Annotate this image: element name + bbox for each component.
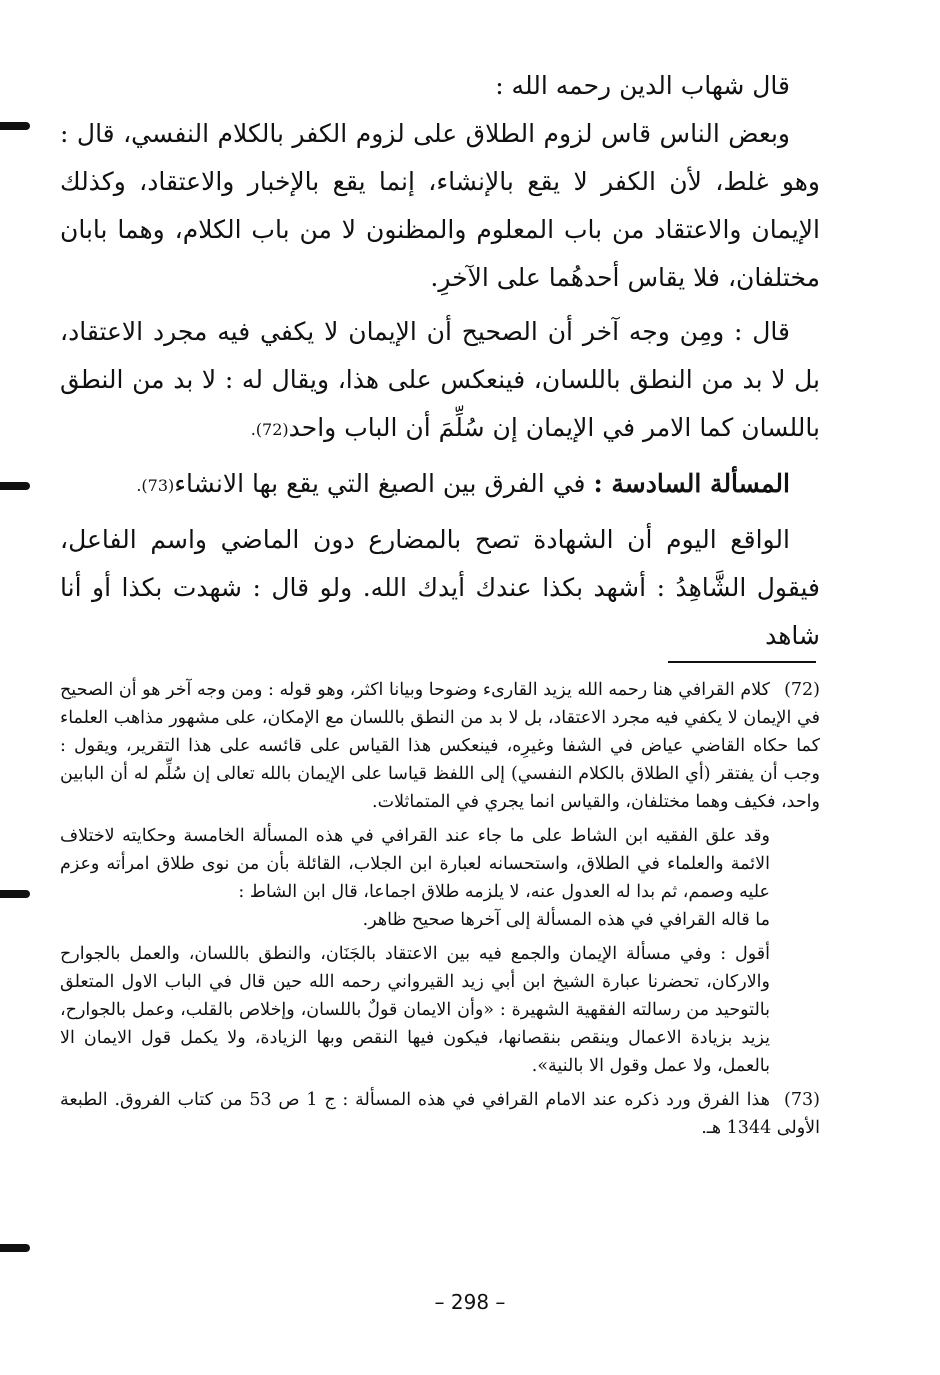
- paragraph: وبعض الناس قاس لزوم الطلاق على لزوم الكفر بالكلام النفسي، قال : وهو غلط، لأن الكفر لا يقع بالإنشاء، إنما يقع بالإخبار والاعتقاد، وكذلك الإيمان والاعتقاد من باب المعلوم والمظنون لا من باب الكلام، وهما بابان مختلفان، فلا يقاس أحدهُما على الآخرِ.: [60, 119, 820, 292]
- heading-text: في الفرق بين الصيغ التي يقع بها الانشاء: [174, 469, 586, 498]
- footnote-paragraph: وقد علق الفقيه ابن الشاط على ما جاء عند القرافي في هذه المسألة الخامسة وحكايته لاختلاف الائمة والعلماء في الطلاق، واستحسانه لعبارة ابن الجلاب، القائلة بأن من نوى طلاق امرأته وعزم عليه وصمم، ثم بدا له العدول عنه، لا يلزمه طلاق اجماعا، قال ابن الشاط :: [60, 826, 770, 902]
- footnote-72: [60, 676, 820, 816]
- margin-mark: [0, 482, 30, 490]
- paragraph: الواقع اليوم أن الشهادة تصح بالمضارع دون الماضي واسم الفاعل، فيقول الشَّاهِدُ : أشهد بكذا عندك أيدك الله. ولو قال : شهدت بكذا أو أنا شاهد: [60, 525, 820, 650]
- section-heading: [60, 460, 820, 510]
- page-number: – 298 –: [434, 1290, 506, 1314]
- paragraph: [60, 308, 820, 454]
- main-text: [60, 62, 820, 660]
- margin-mark: [0, 122, 30, 130]
- footnote-73: [60, 1086, 820, 1142]
- footnote-text: هذا الفرق ورد ذكره عند الامام القرافي في هذه المسألة : ج 1 ص 53 من كتاب الفروق. الطبعة الأولى 1344 هـ.: [60, 1090, 820, 1138]
- footnotes: [60, 676, 820, 1142]
- footnote-separator: [668, 661, 816, 663]
- footnote-ref: (73).: [136, 476, 175, 495]
- margin-mark: [0, 1244, 30, 1252]
- margin-mark: [0, 890, 30, 898]
- footnote-paragraph: أقول : وفي مسألة الإيمان والجمع فيه بين الاعتقاد بالجَنَان، والنطق باللسان، والعمل بالجوارح والاركان، تحضرنا عبارة الشيخ ابن أبي زيد القيرواني رحمه الله حين قال في الباب الاول المتعلق بالتوحيد من رسالته الفقهية الشهيرة : «وأن الايمان قولٌ باللسان، وإخلاص بالقلب، وعمل بالجوارح، يزيد بزيادة الاعمال وينقص بنقصانها، فيكون فيها النقص وبها الزيادة، ولا يكمل قول الايمان الا بالعمل، ولا عمل وقول الا بالنية».: [60, 944, 770, 1076]
- footnote-number: (72): [784, 680, 820, 700]
- footnote-number: (73): [784, 1090, 820, 1110]
- footnote-paragraph: ما قاله القرافي في هذه المسألة إلى آخرها صحيح ظاهر.: [362, 910, 770, 930]
- footnote-ref: (72).: [250, 420, 289, 439]
- footnote-text: كلام القرافي هنا رحمه الله يزيد القارىء وضوحا وبيانا اكثر، وهو قوله : ومن وجه آخر هو أن الصحيح في الإيمان لا يكفي فيه مجرد الاعتقاد، بل لا بد من النطق باللسان مع الإمكان، على مشهور مذاهب العلماء كما حكاه القاضي عياض في الشفا وغيرِه، فينعكس هذا القياس على قائسه على هذا التقرير، ويقول : وجب أن يفتقر (أي الطلاق بالكلام النفسي) إلى اللفظ قياسا على الإيمان بالله تعالى إن سُلِّم له أن البابين واحد، فكيف وهما مختلفان، والقياس انما يجري في المتماثلات.: [60, 680, 820, 812]
- intro-line: قال شهاب الدين رحمه الله :: [495, 71, 790, 100]
- heading-title: المسألة السادسة :: [593, 469, 790, 498]
- paragraph-text: قال : ومِن وجه آخر أن الصحيح أن الإيمان لا يكفي فيه مجرد الاعتقاد، بل لا بد من النطق باللسان، فينعكس على هذا، ويقال له : لا بد من النطق باللسان كما الامر في الإيمان إن سُلِّمَ أن الباب واحد: [60, 317, 820, 442]
